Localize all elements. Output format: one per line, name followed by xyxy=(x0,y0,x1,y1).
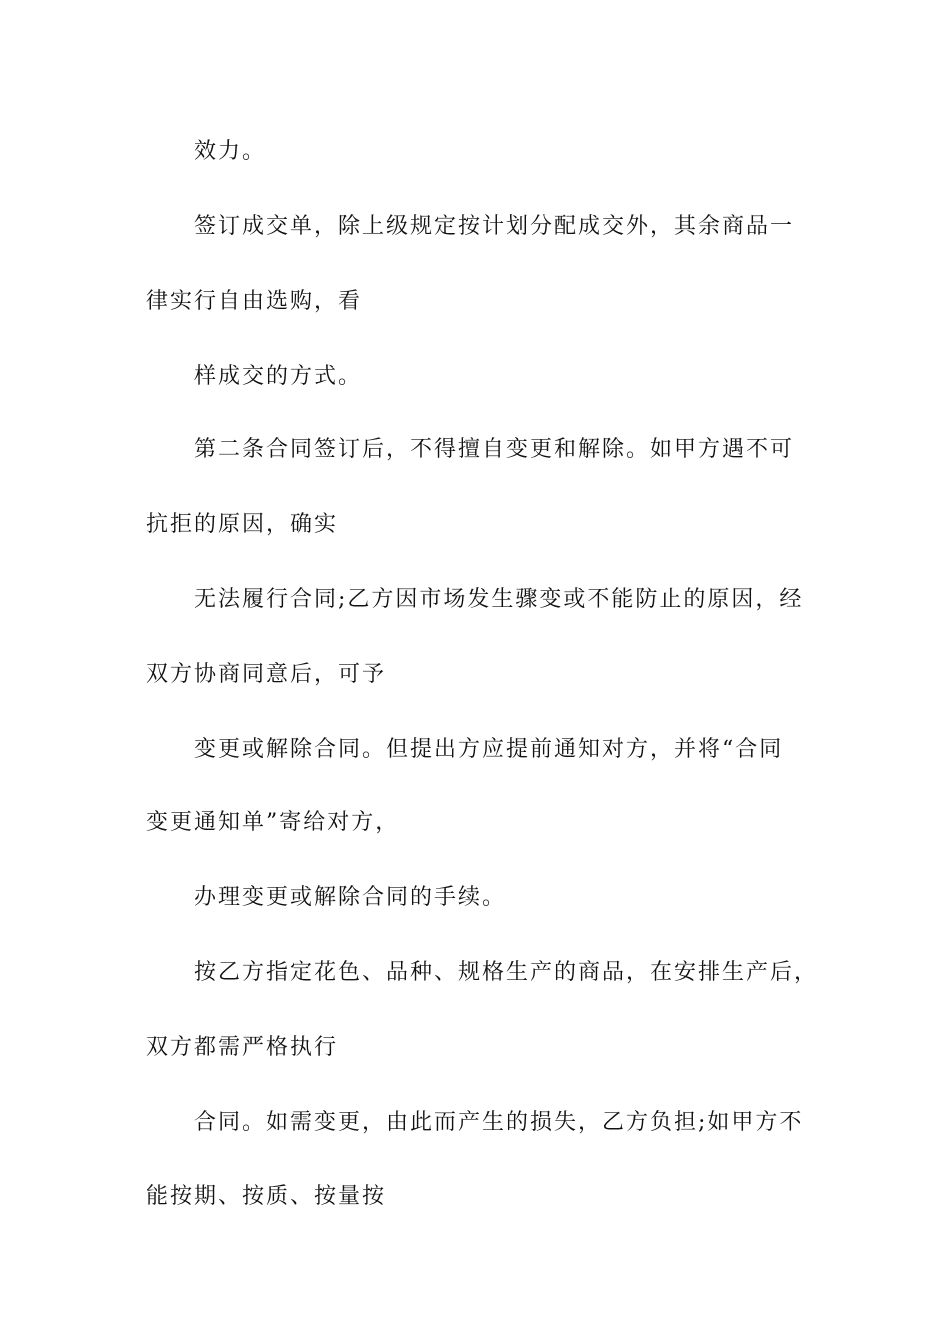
text-line: 效力。 xyxy=(194,139,267,164)
text-line: 变更通知单”寄给对方， xyxy=(146,810,400,835)
text-line: 第二条合同签订后，不得擅自变更和解除。如甲方遇不可 xyxy=(194,437,795,462)
text-line: 无法履行合同;乙方因市场发生骤变或不能防止的原因，经 xyxy=(194,587,804,612)
text-line: 律实行自由选购，看 xyxy=(146,289,363,314)
text-line: 办理变更或解除合同的手续。 xyxy=(194,885,507,910)
text-line: 能按期、按质、按量按 xyxy=(146,1184,387,1209)
text-line: 双方协商同意后，可予 xyxy=(146,662,387,687)
text-line: 合同。如需变更，由此而产生的损失，乙方负担;如甲方不 xyxy=(194,1110,804,1135)
text-line: 签订成交单，除上级规定按计划分配成交外，其余商品一 xyxy=(194,214,795,239)
text-line: 抗拒的原因，确实 xyxy=(146,512,339,537)
text-line: 双方都需严格执行 xyxy=(146,1035,339,1060)
text-line: 样成交的方式。 xyxy=(194,364,363,389)
text-line: 按乙方指定花色、品种、规格生产的商品，在安排生产后， xyxy=(194,960,819,985)
text-line: 变更或解除合同。但提出方应提前通知对方，并将“合同 xyxy=(194,737,784,762)
